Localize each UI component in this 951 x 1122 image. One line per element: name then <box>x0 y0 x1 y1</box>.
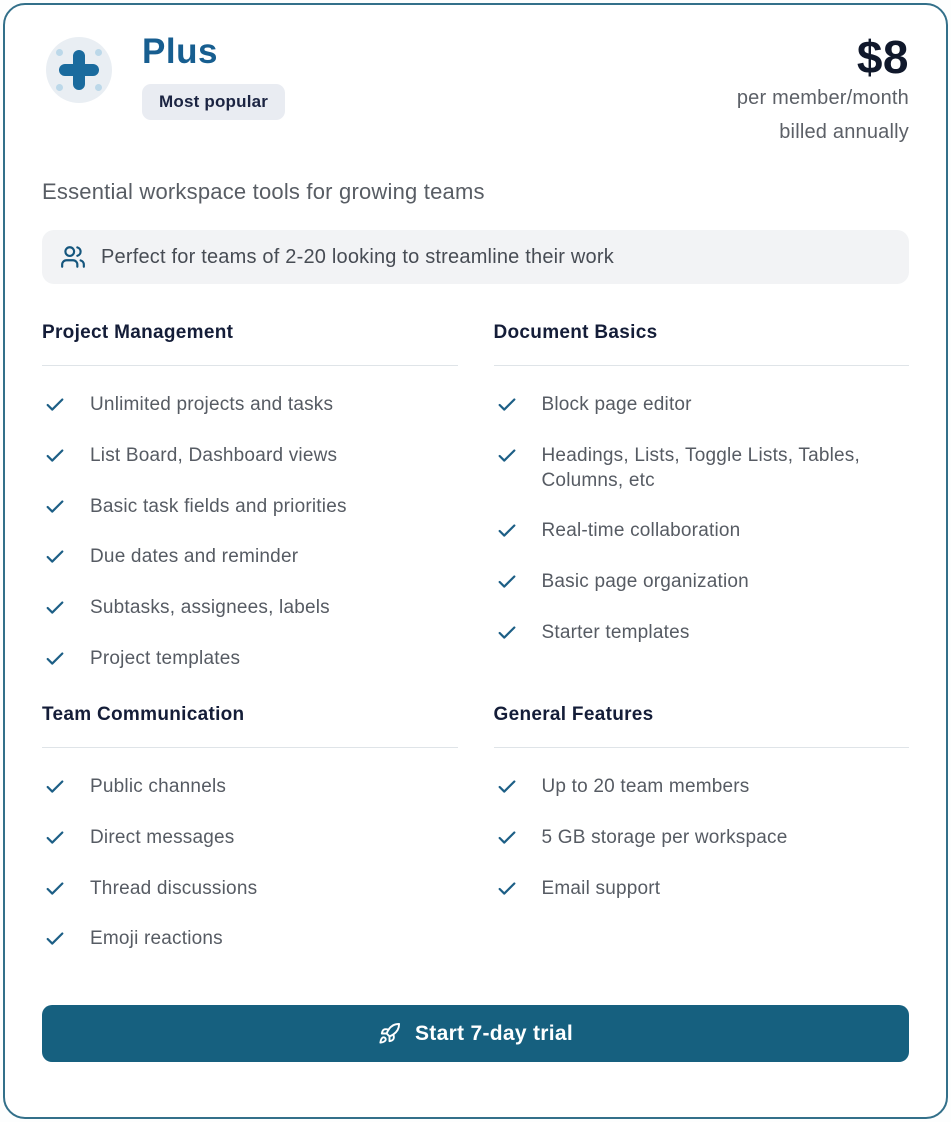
check-icon <box>496 878 518 900</box>
feature-text: Starter templates <box>541 621 690 643</box>
check-icon <box>44 928 66 950</box>
feature-text: Up to 20 team members <box>541 776 750 798</box>
section-divider <box>494 747 910 748</box>
feature-item <box>42 762 458 813</box>
feature-text: Public channels <box>90 776 227 798</box>
feature-item <box>42 583 458 634</box>
feature-item <box>42 634 458 685</box>
check-icon <box>44 597 66 619</box>
pricing-card <box>3 3 948 1119</box>
feature-item <box>42 914 458 965</box>
check-icon <box>496 520 518 542</box>
plan-tagline: Essential workspace tools for growing teams <box>42 179 485 205</box>
card-header <box>42 31 909 149</box>
check-icon <box>496 394 518 416</box>
feature-sections <box>42 322 909 965</box>
feature-item <box>494 813 910 864</box>
feature-text: Headings, Lists, Toggle Lists, Tables, Columns, etc <box>541 444 860 491</box>
section-title: Document Basics <box>493 322 658 344</box>
feature-item <box>42 813 458 864</box>
start-trial-button[interactable] <box>42 1005 909 1062</box>
feature-item <box>494 864 910 915</box>
section-items <box>42 762 458 965</box>
feature-item <box>494 762 910 813</box>
feature-text: 5 GB storage per workspace <box>541 827 788 849</box>
feature-text: Email support <box>541 877 661 899</box>
price: $8 <box>856 31 909 83</box>
section-items <box>42 380 458 684</box>
rocket-icon <box>378 1022 401 1045</box>
section-title: Project Management <box>42 322 234 344</box>
feature-text: List Board, Dashboard views <box>90 444 338 466</box>
feature-section <box>494 322 910 684</box>
feature-item <box>42 380 458 431</box>
feature-item <box>494 431 910 506</box>
feature-item <box>494 608 910 659</box>
price-billing: billed annually <box>779 121 909 144</box>
feature-text: Due dates and reminder <box>90 546 299 568</box>
check-icon <box>496 445 518 467</box>
check-icon <box>44 776 66 798</box>
feature-text: Unlimited projects and tasks <box>90 394 334 416</box>
check-icon <box>496 776 518 798</box>
feature-text: Emoji reactions <box>90 928 223 950</box>
section-divider <box>494 365 910 366</box>
feature-text: Real-time collaboration <box>541 520 741 542</box>
feature-section <box>42 704 458 965</box>
feature-text: Block page editor <box>541 394 692 416</box>
section-divider <box>42 747 458 748</box>
check-icon <box>44 496 66 518</box>
section-items <box>494 762 910 914</box>
feature-item <box>42 532 458 583</box>
feature-item <box>42 482 458 533</box>
feature-item <box>494 380 910 431</box>
most-popular-badge: Most popular <box>142 84 285 120</box>
check-icon <box>496 571 518 593</box>
start-trial-label: Start 7-day trial <box>415 1021 573 1045</box>
check-icon <box>44 648 66 670</box>
feature-item <box>494 557 910 608</box>
section-divider <box>42 365 458 366</box>
section-title: Team Communication <box>42 704 245 726</box>
check-icon <box>44 878 66 900</box>
check-icon <box>496 827 518 849</box>
check-icon <box>44 546 66 568</box>
plan-title: Plus <box>142 32 218 71</box>
check-icon <box>496 622 518 644</box>
audience-note <box>42 230 909 284</box>
price-period: per member/month <box>736 87 909 110</box>
section-items <box>494 380 910 658</box>
check-icon <box>44 445 66 467</box>
section-title: General Features <box>493 704 654 726</box>
feature-text: Project templates <box>90 647 241 669</box>
feature-text: Subtasks, assignees, labels <box>90 597 330 619</box>
feature-text: Thread discussions <box>90 877 258 899</box>
feature-item <box>42 431 458 482</box>
check-icon <box>44 394 66 416</box>
feature-text: Direct messages <box>90 827 235 849</box>
users-icon <box>60 244 86 270</box>
check-icon <box>44 827 66 849</box>
plus-icon <box>46 37 112 103</box>
feature-text: Basic task fields and priorities <box>90 495 347 517</box>
audience-note-text: Perfect for teams of 2-20 looking to streamline their work <box>101 245 614 268</box>
feature-item <box>42 864 458 915</box>
feature-section <box>494 704 910 965</box>
feature-section <box>42 322 458 684</box>
feature-item <box>494 506 910 557</box>
feature-text: Basic page organization <box>541 571 749 593</box>
